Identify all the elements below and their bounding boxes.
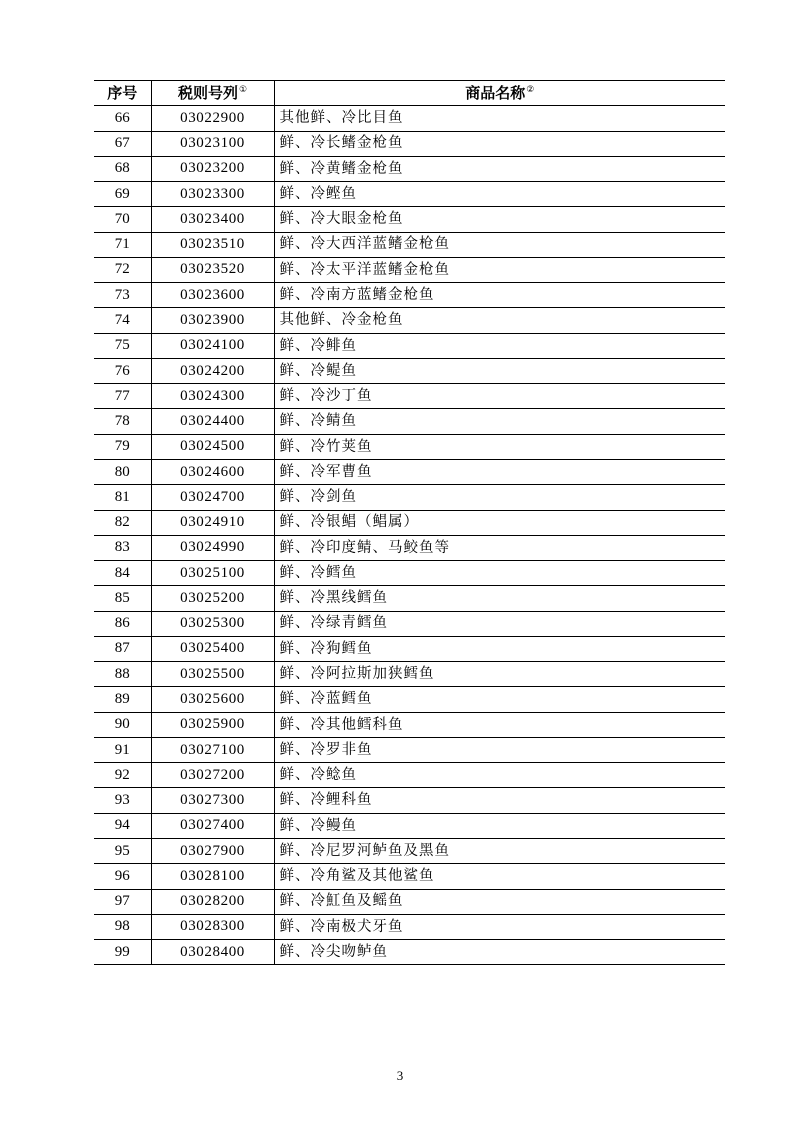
row-seq: 88 (94, 662, 151, 687)
row-name: 鲜、冷鲭鱼 (274, 409, 725, 434)
row-name: 鲜、冷鳀鱼 (274, 358, 725, 383)
row-seq: 80 (94, 459, 151, 484)
row-code: 03023200 (151, 156, 274, 181)
table-row (94, 712, 725, 737)
table-row (94, 459, 725, 484)
table-row (94, 232, 725, 257)
table-row (94, 257, 725, 282)
row-seq: 97 (94, 889, 151, 914)
row-name: 鲜、冷银鲳（鲳属） (274, 510, 725, 535)
row-name: 鲜、冷鲶鱼 (274, 763, 725, 788)
row-code: 03025200 (151, 586, 274, 611)
row-code: 03024700 (151, 485, 274, 510)
row-name: 其他鲜、冷金枪鱼 (274, 308, 725, 333)
table-row (94, 813, 725, 838)
row-name: 鲜、冷尖吻鲈鱼 (274, 940, 725, 965)
row-code: 03027200 (151, 763, 274, 788)
row-code: 03022900 (151, 106, 274, 131)
row-name: 鲜、冷鲣鱼 (274, 182, 725, 207)
row-code: 03024600 (151, 459, 274, 484)
row-name: 其他鲜、冷比目鱼 (274, 106, 725, 131)
row-code: 03023510 (151, 232, 274, 257)
table-row (94, 384, 725, 409)
row-seq: 69 (94, 182, 151, 207)
table-row (94, 611, 725, 636)
row-name: 鲜、冷竹荚鱼 (274, 434, 725, 459)
row-code: 03024200 (151, 358, 274, 383)
row-seq: 81 (94, 485, 151, 510)
header-row (94, 81, 725, 106)
row-name: 鲜、冷南极犬牙鱼 (274, 914, 725, 939)
table-row (94, 182, 725, 207)
row-seq: 95 (94, 838, 151, 863)
row-seq: 78 (94, 409, 151, 434)
table-row (94, 535, 725, 560)
table-row (94, 636, 725, 661)
row-seq: 66 (94, 106, 151, 131)
row-code: 03024910 (151, 510, 274, 535)
row-code: 03023520 (151, 257, 274, 282)
row-name: 鲜、冷鲱鱼 (274, 333, 725, 358)
table-row (94, 864, 725, 889)
row-name: 鲜、冷角鲨及其他鲨鱼 (274, 864, 725, 889)
row-code: 03024990 (151, 535, 274, 560)
table-header (94, 81, 725, 106)
row-code: 03028300 (151, 914, 274, 939)
table-row (94, 409, 725, 434)
row-name: 鲜、冷大西洋蓝鳍金枪鱼 (274, 232, 725, 257)
row-seq: 79 (94, 434, 151, 459)
table-row (94, 131, 725, 156)
row-code: 03025400 (151, 636, 274, 661)
row-code: 03025500 (151, 662, 274, 687)
row-seq: 98 (94, 914, 151, 939)
table-row (94, 333, 725, 358)
row-seq: 76 (94, 358, 151, 383)
row-name: 鲜、冷阿拉斯加狭鳕鱼 (274, 662, 725, 687)
row-code: 03024400 (151, 409, 274, 434)
row-seq: 67 (94, 131, 151, 156)
table-row (94, 283, 725, 308)
row-name: 鲜、冷黄鳍金枪鱼 (274, 156, 725, 181)
row-seq: 75 (94, 333, 151, 358)
row-name: 鲜、冷尼罗河鲈鱼及黑鱼 (274, 838, 725, 863)
header-seq: 序号 (94, 81, 151, 106)
row-code: 03023400 (151, 207, 274, 232)
row-code: 03023600 (151, 283, 274, 308)
row-name: 鲜、冷其他鳕科鱼 (274, 712, 725, 737)
row-seq: 96 (94, 864, 151, 889)
row-code: 03028400 (151, 940, 274, 965)
table-body (94, 106, 725, 965)
row-code: 03024100 (151, 333, 274, 358)
table-row (94, 838, 725, 863)
row-name: 鲜、冷太平洋蓝鳍金枪鱼 (274, 257, 725, 282)
tariff-table (94, 80, 725, 965)
row-name: 鲜、冷军曹鱼 (274, 459, 725, 484)
table-row (94, 510, 725, 535)
row-seq: 93 (94, 788, 151, 813)
row-seq: 83 (94, 535, 151, 560)
table-row (94, 156, 725, 181)
table-row (94, 687, 725, 712)
row-seq: 71 (94, 232, 151, 257)
table-row (94, 914, 725, 939)
row-seq: 90 (94, 712, 151, 737)
row-name: 鲜、冷鳕鱼 (274, 561, 725, 586)
table-row (94, 485, 725, 510)
row-name: 鲜、冷罗非鱼 (274, 737, 725, 762)
row-code: 03024500 (151, 434, 274, 459)
row-seq: 72 (94, 257, 151, 282)
row-seq: 85 (94, 586, 151, 611)
table-row (94, 106, 725, 131)
row-code: 03023300 (151, 182, 274, 207)
table-row (94, 434, 725, 459)
table-row (94, 788, 725, 813)
table-row (94, 207, 725, 232)
row-seq: 73 (94, 283, 151, 308)
row-seq: 91 (94, 737, 151, 762)
row-seq: 86 (94, 611, 151, 636)
table-row (94, 940, 725, 965)
row-name: 鲜、冷绿青鳕鱼 (274, 611, 725, 636)
row-seq: 68 (94, 156, 151, 181)
row-name: 鲜、冷印度鲭、马鲛鱼等 (274, 535, 725, 560)
row-code: 03023900 (151, 308, 274, 333)
row-code: 03028200 (151, 889, 274, 914)
header-code: 税则号列① (151, 81, 274, 106)
row-seq: 84 (94, 561, 151, 586)
row-seq: 82 (94, 510, 151, 535)
row-code: 03027300 (151, 788, 274, 813)
row-code: 03025600 (151, 687, 274, 712)
row-seq: 70 (94, 207, 151, 232)
row-name: 鲜、冷黑线鳕鱼 (274, 586, 725, 611)
footnote-marker-1: ① (238, 84, 248, 95)
page-number: 3 (396, 1068, 404, 1083)
row-seq: 92 (94, 763, 151, 788)
row-name: 鲜、冷剑鱼 (274, 485, 725, 510)
row-seq: 99 (94, 940, 151, 965)
row-name: 鲜、冷狗鳕鱼 (274, 636, 725, 661)
row-code: 03027900 (151, 838, 274, 863)
table-row (94, 737, 725, 762)
row-seq: 87 (94, 636, 151, 661)
table-row (94, 358, 725, 383)
header-name: 商品名称② (274, 81, 725, 106)
row-name: 鲜、冷沙丁鱼 (274, 384, 725, 409)
row-name: 鲜、冷长鳍金枪鱼 (274, 131, 725, 156)
table-row (94, 662, 725, 687)
row-name: 鲜、冷蓝鳕鱼 (274, 687, 725, 712)
row-code: 03025900 (151, 712, 274, 737)
row-name: 鲜、冷鲤科鱼 (274, 788, 725, 813)
row-name: 鲜、冷南方蓝鳍金枪鱼 (274, 283, 725, 308)
row-name: 鲜、冷魟鱼及鳐鱼 (274, 889, 725, 914)
row-code: 03023100 (151, 131, 274, 156)
row-code: 03028100 (151, 864, 274, 889)
footnote-marker-2: ② (526, 84, 535, 95)
row-name: 鲜、冷鳗鱼 (274, 813, 725, 838)
row-code: 03025300 (151, 611, 274, 636)
row-seq: 74 (94, 308, 151, 333)
row-seq: 89 (94, 687, 151, 712)
row-code: 03027400 (151, 813, 274, 838)
table-row (94, 308, 725, 333)
row-seq: 77 (94, 384, 151, 409)
table-row (94, 561, 725, 586)
row-seq: 94 (94, 813, 151, 838)
table-row (94, 586, 725, 611)
table-row (94, 763, 725, 788)
row-code: 03027100 (151, 737, 274, 762)
row-name: 鲜、冷大眼金枪鱼 (274, 207, 725, 232)
table-row (94, 889, 725, 914)
row-code: 03025100 (151, 561, 274, 586)
row-code: 03024300 (151, 384, 274, 409)
